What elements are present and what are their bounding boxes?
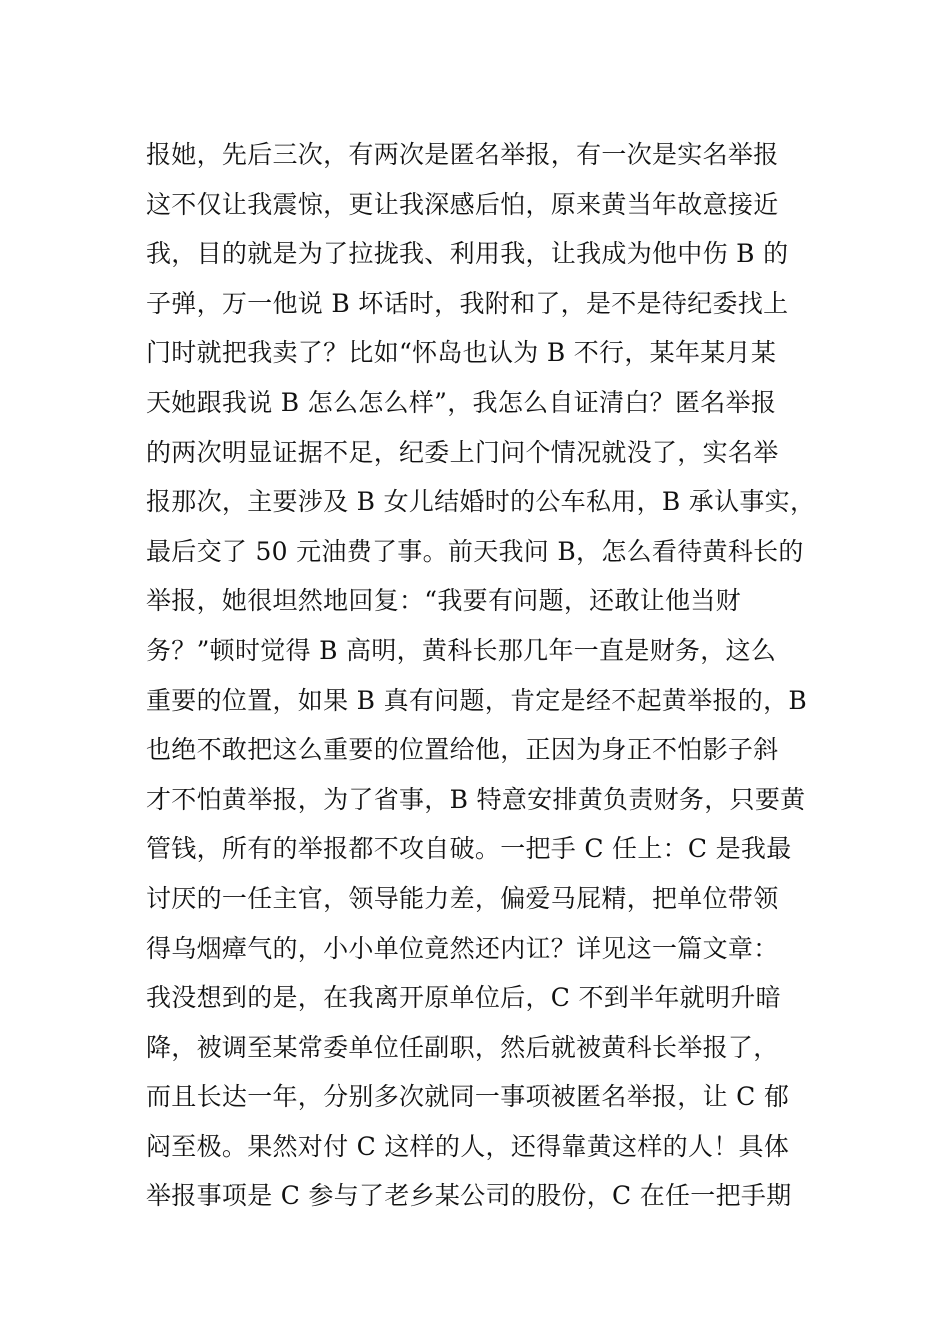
text-line: 天她跟我说 B 怎么怎么样”，我怎么自证清白？匿名举报 bbox=[146, 387, 777, 417]
text-line: 重要的位置，如果 B 真有问题，肯定是经不起黄举报的，B bbox=[146, 685, 808, 715]
text-line: 门时就把我卖了？比如“怀岛也认为 B 不行，某年某月某 bbox=[146, 338, 777, 368]
text-line: 务？”顿时觉得 B 高明，黄科长那几年一直是财务，这么 bbox=[146, 635, 777, 665]
text-line: 讨厌的一任主官，领导能力差，偏爱马屁精，把单位带领 bbox=[146, 883, 779, 913]
text-line: 而且长达一年，分别多次就同一事项被匿名举报，让 C 郁 bbox=[146, 1082, 790, 1112]
text-line: 举报，她很坦然地回复：“我要有问题，还敢让他当财 bbox=[146, 586, 741, 616]
text-line: 闷至极。果然对付 C 这样的人，还得靠黄这样的人！具体 bbox=[146, 1131, 790, 1161]
text-line: 我，目的就是为了拉拢我、利用我，让我成为他中伤 B 的 bbox=[146, 239, 789, 269]
text-line: 报那次，主要涉及 B 女儿结婚时的公车私用，B 承认事实， bbox=[146, 487, 816, 517]
text-line: 我没想到的是，在我离开原单位后，C 不到半年就明升暗 bbox=[146, 983, 781, 1013]
text-line: 举报事项是 C 参与了老乡某公司的股份，C 在任一把手期 bbox=[146, 1181, 792, 1211]
text-line: 的两次明显证据不足，纪委上门问个情况就没了，实名举 bbox=[146, 437, 779, 467]
text-line: 管钱，所有的举报都不攻自破。一把手 C 任上：C 是我最 bbox=[146, 834, 792, 864]
text-line: 最后交了 50 元油费了事。前天我问 B，怎么看待黄科长的 bbox=[146, 536, 804, 566]
text-line: 才不怕黄举报，为了省事，B 特意安排黄负责财务，只要黄 bbox=[146, 784, 806, 814]
text-line: 降，被调至某常委单位任副职，然后就被黄科长举报了， bbox=[146, 1032, 779, 1062]
text-line: 也绝不敢把这么重要的位置给他，正因为身正不怕影子斜 bbox=[146, 735, 779, 765]
text-line: 这不仅让我震惊，更让我深感后怕，原来黄当年故意接近 bbox=[146, 189, 779, 219]
text-line: 子弹，万一他说 B 坏话时，我附和了，是不是待纪委找上 bbox=[146, 288, 789, 318]
text-line: 报她，先后三次，有两次是匿名举报，有一次是实名举报 bbox=[146, 140, 779, 169]
body-paragraph bbox=[146, 130, 836, 1221]
text-line: 得乌烟瘴气的，小小单位竟然还内讧？详见这一篇文章： bbox=[146, 933, 779, 963]
